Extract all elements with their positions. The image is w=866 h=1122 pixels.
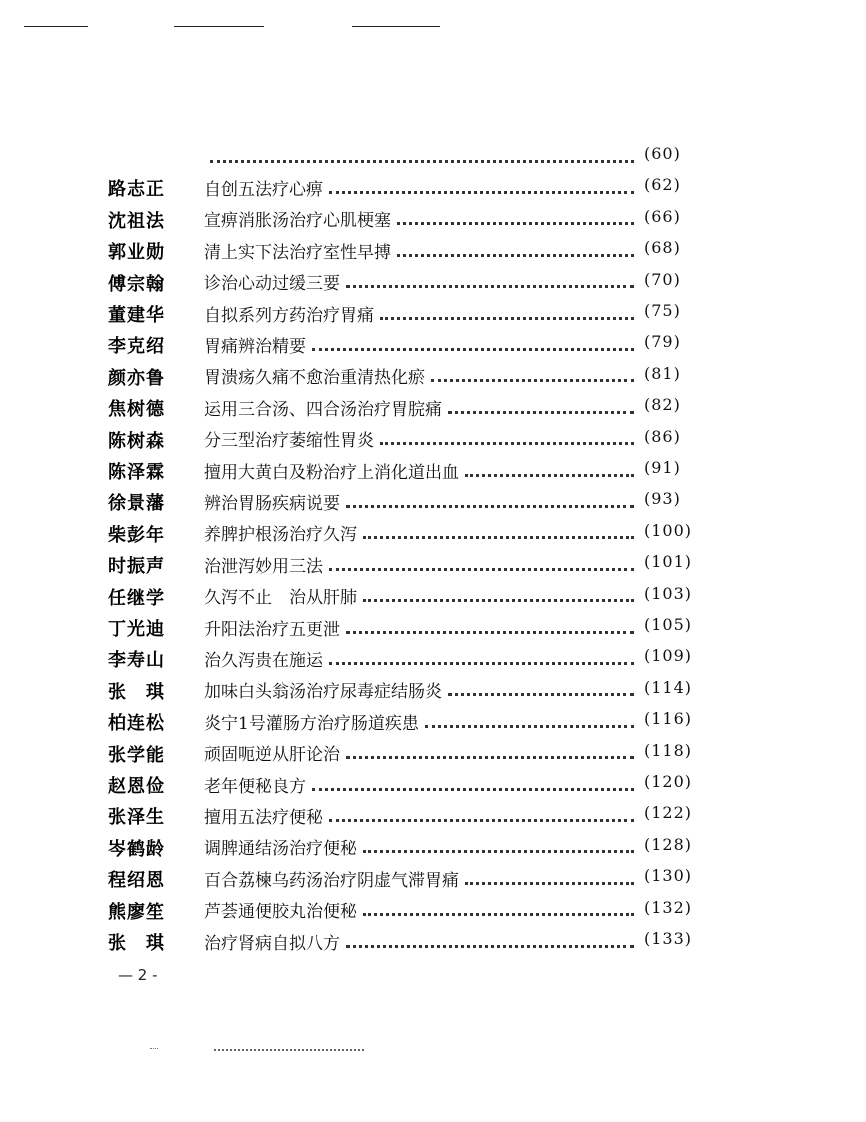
toc-page: (66) bbox=[644, 206, 681, 226]
toc-author: 张 琪 bbox=[108, 681, 165, 703]
toc-title-line bbox=[204, 144, 634, 168]
toc-page: (81) bbox=[644, 363, 681, 383]
toc-title: 胃溃疡久痛不愈治重清热化瘀 bbox=[204, 368, 425, 388]
toc-author: 郭业勋 bbox=[108, 242, 165, 264]
top-rule-left bbox=[24, 26, 88, 27]
toc-title-line bbox=[204, 552, 634, 576]
toc-title: 芦荟通便胶丸治便秘 bbox=[204, 902, 357, 922]
toc-page: (120) bbox=[644, 772, 693, 791]
toc-title-line bbox=[204, 364, 634, 388]
dot-leader bbox=[363, 913, 634, 916]
toc-author: 李克绍 bbox=[108, 336, 165, 358]
toc-title: 久泻不止 治从肝肺 bbox=[204, 588, 357, 608]
toc-page: (122) bbox=[644, 803, 693, 823]
toc-title-line bbox=[204, 709, 634, 733]
toc-page: (60) bbox=[644, 144, 681, 163]
scan-smudge bbox=[150, 1048, 158, 1049]
toc-author: 赵恩俭 bbox=[108, 776, 165, 797]
toc-author: 丁光迪 bbox=[108, 619, 165, 640]
toc-title-line bbox=[204, 458, 634, 482]
toc-title-line bbox=[204, 866, 634, 890]
dot-leader bbox=[312, 348, 634, 351]
dot-leader bbox=[210, 160, 634, 163]
toc-entry bbox=[0, 926, 866, 957]
toc-title: 百合荔楝乌药汤治疗阴虚气滞胃痛 bbox=[204, 870, 459, 891]
toc-entry bbox=[0, 361, 866, 392]
toc-title: 自创五法疗心痹 bbox=[204, 179, 323, 200]
toc-page: (101) bbox=[644, 552, 693, 572]
toc-title: 诊治心动过缓三要 bbox=[204, 274, 340, 294]
toc-title: 治久泻贵在施运 bbox=[204, 650, 323, 671]
dot-leader bbox=[397, 254, 634, 257]
toc-page: (114) bbox=[644, 677, 693, 697]
toc-author: 颜亦鲁 bbox=[108, 367, 165, 389]
toc-title: 顽固呃逆从肝论治 bbox=[204, 745, 340, 765]
toc-title: 炎宁1号灌肠方治疗肠道疾患 bbox=[204, 713, 419, 734]
toc-title-line bbox=[204, 238, 634, 262]
toc-author: 路志正 bbox=[108, 179, 165, 201]
toc-page: (116) bbox=[644, 709, 693, 729]
toc-title: 升阳法治疗五更泄 bbox=[204, 619, 340, 639]
toc-author: 陈树森 bbox=[108, 430, 165, 452]
dot-leader bbox=[329, 662, 634, 665]
dot-leader bbox=[448, 411, 634, 414]
toc-page: (130) bbox=[644, 866, 693, 886]
toc-page: (128) bbox=[644, 834, 693, 854]
dot-leader bbox=[397, 222, 634, 225]
dot-leader bbox=[329, 568, 634, 571]
toc-title: 自拟系列方药治疗胃痛 bbox=[204, 305, 374, 325]
toc-title: 治泄泻妙用三法 bbox=[204, 556, 323, 577]
toc-entry bbox=[0, 549, 866, 580]
toc-entry bbox=[0, 392, 866, 423]
dot-leader bbox=[448, 693, 634, 696]
toc-entry bbox=[0, 612, 866, 643]
toc-entry bbox=[0, 706, 866, 737]
scan-smudge bbox=[214, 1049, 364, 1051]
toc-author: 张学能 bbox=[108, 744, 165, 766]
toc-author: 董建华 bbox=[108, 305, 165, 326]
dot-leader bbox=[431, 379, 634, 382]
toc-entry bbox=[0, 832, 866, 863]
toc-title-line bbox=[204, 741, 634, 765]
toc-title-line bbox=[204, 615, 634, 639]
toc-author: 任继学 bbox=[108, 587, 165, 609]
toc-title-line bbox=[204, 270, 634, 294]
toc-title-line bbox=[204, 678, 634, 702]
toc-title-line bbox=[204, 803, 634, 827]
dot-leader bbox=[329, 819, 634, 822]
dot-leader bbox=[312, 788, 634, 791]
toc-title-line bbox=[204, 427, 634, 451]
toc-page: (79) bbox=[644, 332, 681, 352]
toc-page: (105) bbox=[644, 615, 693, 634]
dot-leader bbox=[425, 725, 634, 728]
toc-title-line bbox=[204, 835, 634, 859]
toc-title-line bbox=[204, 521, 634, 545]
toc-page: (100) bbox=[644, 520, 693, 540]
toc-title: 辨治胃肠疾病说要 bbox=[204, 493, 340, 514]
top-rule-middle bbox=[174, 26, 264, 27]
toc-author: 张 琪 bbox=[108, 933, 165, 954]
dot-leader bbox=[363, 599, 634, 602]
toc-title: 宣痹消胀汤治疗心肌梗塞 bbox=[204, 211, 391, 231]
dot-leader bbox=[346, 756, 634, 759]
toc-title-line bbox=[204, 646, 634, 670]
toc-author: 陈泽霖 bbox=[108, 462, 165, 483]
toc-entry bbox=[0, 738, 866, 769]
toc-entry bbox=[0, 298, 866, 329]
toc-author: 李寿山 bbox=[108, 650, 165, 672]
toc-author: 张泽生 bbox=[108, 807, 165, 829]
toc-entry bbox=[0, 141, 866, 172]
toc-entry bbox=[0, 329, 866, 360]
top-rule-right bbox=[352, 26, 440, 27]
toc-page: (70) bbox=[644, 269, 681, 289]
toc-author: 焦树德 bbox=[108, 399, 165, 421]
toc-title-line bbox=[204, 332, 634, 356]
toc-author: 徐景藩 bbox=[108, 493, 165, 515]
dot-leader bbox=[465, 474, 634, 477]
toc-title-line bbox=[204, 301, 634, 325]
dot-leader bbox=[346, 285, 634, 288]
toc-author: 柴彭年 bbox=[108, 524, 165, 546]
toc-page: (68) bbox=[644, 238, 681, 258]
toc-title: 运用三合汤、四合汤治疗胃脘痛 bbox=[204, 399, 442, 420]
toc-page: (133) bbox=[644, 929, 693, 948]
page-number: — 2 - bbox=[118, 966, 158, 984]
toc-author: 时振声 bbox=[108, 556, 165, 578]
dot-leader bbox=[380, 317, 634, 320]
toc-title: 治疗肾病自拟八方 bbox=[204, 933, 340, 953]
toc-page: (93) bbox=[644, 489, 681, 509]
toc-author: 沈祖法 bbox=[108, 210, 165, 232]
toc-entry bbox=[0, 863, 866, 894]
toc-title: 养脾护根汤治疗久泻 bbox=[204, 525, 357, 545]
dot-leader bbox=[363, 850, 634, 853]
toc-title-line bbox=[204, 929, 634, 953]
toc-entry bbox=[0, 581, 866, 612]
toc-entry bbox=[0, 424, 866, 455]
toc-title-line bbox=[204, 489, 634, 513]
toc-author: 程绍恩 bbox=[108, 870, 165, 892]
toc-title: 老年便秘良方 bbox=[204, 776, 306, 796]
toc-page: (75) bbox=[644, 301, 681, 320]
toc-title: 擅用五法疗便秘 bbox=[204, 807, 323, 828]
toc-title-line bbox=[204, 175, 634, 199]
toc-title-line bbox=[204, 772, 634, 796]
toc-title: 胃痛辨治精要 bbox=[204, 336, 306, 357]
toc-entry bbox=[0, 769, 866, 800]
toc-page: (118) bbox=[644, 740, 693, 760]
toc-author: 柏连松 bbox=[108, 713, 165, 735]
toc-entry bbox=[0, 172, 866, 203]
toc-title-line bbox=[204, 395, 634, 419]
toc-title: 擅用大黄白及粉治疗上消化道出血 bbox=[204, 462, 459, 482]
dot-leader bbox=[346, 505, 634, 508]
dot-leader bbox=[380, 442, 634, 445]
toc-author: 岑鹤龄 bbox=[108, 838, 165, 860]
toc-entry bbox=[0, 895, 866, 926]
toc-entry bbox=[0, 643, 866, 674]
toc-page: (82) bbox=[644, 395, 681, 415]
dot-leader bbox=[465, 882, 634, 885]
toc-page: (91) bbox=[644, 458, 681, 477]
toc-page: (62) bbox=[644, 175, 681, 195]
toc-entry bbox=[0, 455, 866, 486]
dot-leader bbox=[346, 631, 634, 634]
toc-author: 熊廖笙 bbox=[108, 901, 165, 923]
toc-title-line bbox=[204, 207, 634, 231]
toc-entry bbox=[0, 235, 866, 266]
dot-leader bbox=[329, 191, 634, 194]
toc-entry bbox=[0, 675, 866, 706]
toc-entry bbox=[0, 518, 866, 549]
toc-title-line bbox=[204, 584, 634, 608]
toc-title-line bbox=[204, 898, 634, 922]
toc-entry bbox=[0, 204, 866, 235]
toc-author: 傅宗翰 bbox=[108, 273, 165, 295]
dot-leader bbox=[346, 945, 634, 948]
toc-entry bbox=[0, 267, 866, 298]
toc-entry bbox=[0, 486, 866, 517]
toc-title: 分三型治疗萎缩性胃炎 bbox=[204, 431, 374, 451]
toc-title: 清上实下法治疗室性早搏 bbox=[204, 242, 391, 263]
toc-page: (103) bbox=[644, 583, 693, 603]
toc-page: (86) bbox=[644, 426, 681, 446]
toc-page: (132) bbox=[644, 897, 693, 917]
dot-leader bbox=[363, 536, 634, 539]
toc-title: 调脾通结汤治疗便秘 bbox=[204, 839, 357, 859]
toc-title: 加味白头翁汤治疗尿毒症结肠炎 bbox=[204, 682, 442, 702]
toc-entry bbox=[0, 800, 866, 831]
toc-page: (109) bbox=[644, 646, 693, 666]
